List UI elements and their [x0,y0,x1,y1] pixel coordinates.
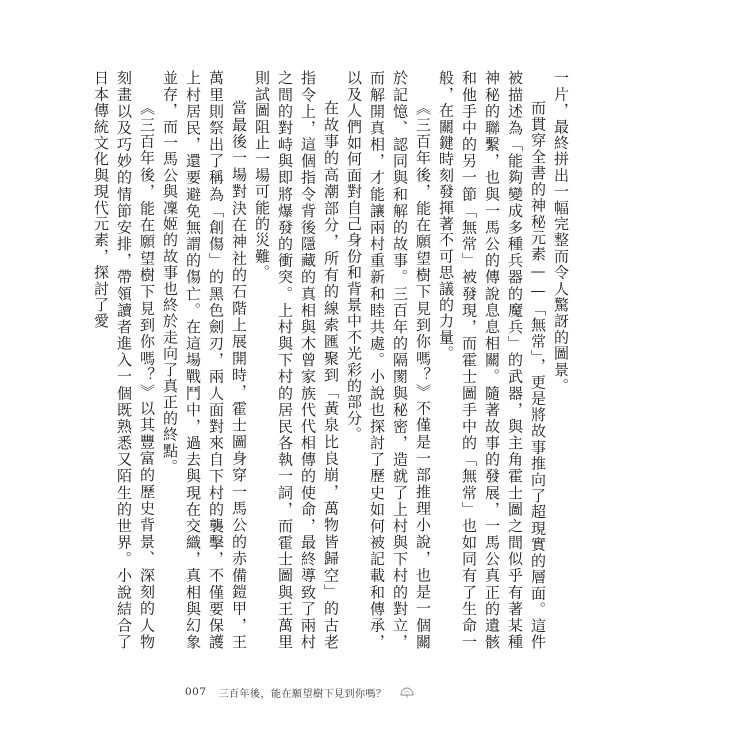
body-text [92,70,572,650]
page-number: 007 [185,686,207,698]
paragraph: 在故事的高潮部分，所有的線索匯聚到「黃泉比良崩，萬物皆歸空」的古老指令上，這個指令背後隱藏的真相與木曾家族代代相傳的使命，最終導致了兩村之間的對峙與即將爆發的衝突。上村與下村的居民各執一詞，而霍士圖與王萬里則試圖阻止一場可能的災難。 [253,70,340,650]
paragraph: 當最後一場對決在神社的石階上展開時，霍士圖身穿一馬公的赤備鎧甲，王萬里則祭出了稱為「創傷」的黑色劍刃，兩人面對來自下村的襲擊，不僅要保護上村居民，還要避免無謂的傷亡。在這場戰鬥中，過去與現在交織，真相與幻象並存，而一馬公與凜姬的故事也終於走向了真正的終點。 [161,70,248,650]
page-footer [185,683,415,701]
paragraph: 《三百年後，能在願望樹下見到你嗎？》以其豐富的歷史背景、深刻的人物刻畫以及巧妙的情節安排，帶領讀者進入一個既熟悉又陌生的世界。小說結合了日本傳統文化與現代元素，探討了愛 [92,70,156,650]
paragraph: 而貫穿全書的神秘元素——「無常」，更是將故事推向了超現實的層面。這件被描述為「能夠變成多種兵器的魔兵」的武器，與主角霍士圖之間似乎有著某種神秘的聯繫，也與一馬公的傳說息息相關。隨著故事的發展，一馬公真正的遺骸和他手中的另一節「無常」被發現，而霍士圖手中的「無常」也如同有了生命一般，在關鍵時刻發揮著不可思議的力量。 [437,70,547,650]
paragraph: 《三百年後，能在願望樹下見到你嗎？》不僅是一部推理小說，也是一個關於記憶、認同與和解的故事。三百年的隔閡與秘密，造就了上村與下村的對立，而解開真相，才能讓兩村重新和睦共處。小說也探討了歷史如何被記載和傳承，以及人們如何面對自己身份和背景中不光彩的部分。 [345,70,432,650]
paragraph: 一片，最終拼出一幅完整而令人驚訝的圖景。 [552,70,570,394]
tree-icon [399,686,415,698]
running-title: 三百年後，能在願望樹下見到你嗎？ [218,688,387,700]
